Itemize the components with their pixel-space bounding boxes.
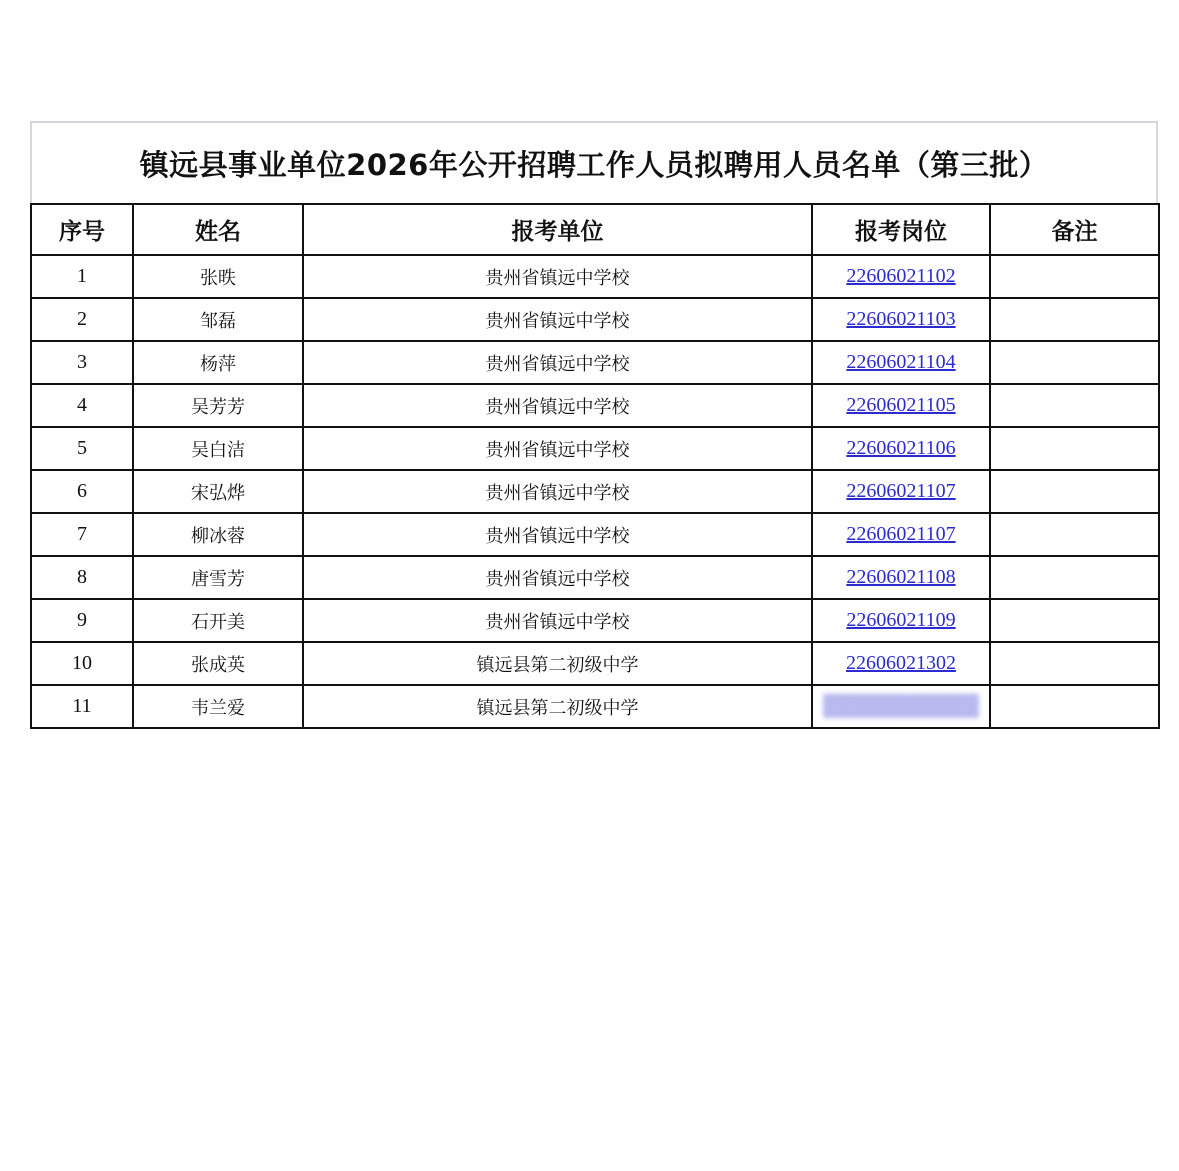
cell-unit: 贵州省镇远中学校 bbox=[303, 384, 812, 427]
cell-index: 8 bbox=[31, 556, 133, 599]
table-row bbox=[31, 685, 1159, 728]
cell-unit: 贵州省镇远中学校 bbox=[303, 427, 812, 470]
title-box bbox=[30, 121, 1158, 203]
post-link[interactable]: 22606021105 bbox=[846, 394, 956, 416]
post-link[interactable]: 22606021109 bbox=[846, 609, 956, 631]
post-link[interactable]: 22606021103 bbox=[846, 308, 956, 330]
cell-unit: 镇远县第二初级中学 bbox=[303, 685, 812, 728]
cell-index: 4 bbox=[31, 384, 133, 427]
personnel-table bbox=[30, 203, 1160, 729]
post-link[interactable]: 22606021107 bbox=[846, 480, 956, 502]
table-row bbox=[31, 599, 1159, 642]
cell-post bbox=[812, 556, 990, 599]
cell-unit: 贵州省镇远中学校 bbox=[303, 298, 812, 341]
cell-post bbox=[812, 255, 990, 298]
document bbox=[30, 121, 1158, 729]
cell-name: 韦兰爱 bbox=[133, 685, 303, 728]
cell-name: 吴芳芳 bbox=[133, 384, 303, 427]
cell-unit: 贵州省镇远中学校 bbox=[303, 599, 812, 642]
cell-index: 3 bbox=[31, 341, 133, 384]
header-row bbox=[31, 204, 1159, 255]
cell-index: 6 bbox=[31, 470, 133, 513]
cell-unit: 贵州省镇远中学校 bbox=[303, 556, 812, 599]
post-link[interactable]: 22606021106 bbox=[846, 437, 956, 459]
cell-remark bbox=[990, 642, 1159, 685]
post-link-redacted[interactable]: ███████████ bbox=[823, 695, 979, 717]
post-link[interactable]: 22606021102 bbox=[846, 265, 956, 287]
cell-remark bbox=[990, 341, 1159, 384]
cell-unit: 贵州省镇远中学校 bbox=[303, 470, 812, 513]
cell-name: 杨萍 bbox=[133, 341, 303, 384]
cell-post bbox=[812, 470, 990, 513]
header-post: 报考岗位 bbox=[812, 204, 990, 255]
cell-index: 7 bbox=[31, 513, 133, 556]
cell-remark bbox=[990, 513, 1159, 556]
cell-unit: 贵州省镇远中学校 bbox=[303, 255, 812, 298]
cell-index: 9 bbox=[31, 599, 133, 642]
cell-name: 石开美 bbox=[133, 599, 303, 642]
header-index: 序号 bbox=[31, 204, 133, 255]
table-row bbox=[31, 298, 1159, 341]
cell-unit: 镇远县第二初级中学 bbox=[303, 642, 812, 685]
cell-post bbox=[812, 642, 990, 685]
cell-name: 吴白洁 bbox=[133, 427, 303, 470]
cell-name: 邹磊 bbox=[133, 298, 303, 341]
header-unit: 报考单位 bbox=[303, 204, 812, 255]
post-link[interactable]: 22606021107 bbox=[846, 523, 956, 545]
cell-name: 张成英 bbox=[133, 642, 303, 685]
post-link[interactable]: 22606021104 bbox=[846, 351, 956, 373]
cell-remark bbox=[990, 427, 1159, 470]
cell-post bbox=[812, 427, 990, 470]
cell-index: 5 bbox=[31, 427, 133, 470]
cell-post bbox=[812, 685, 990, 728]
table-row bbox=[31, 384, 1159, 427]
post-link[interactable]: 22606021108 bbox=[846, 566, 956, 588]
header-name: 姓名 bbox=[133, 204, 303, 255]
cell-name: 唐雪芳 bbox=[133, 556, 303, 599]
table-row bbox=[31, 427, 1159, 470]
cell-index: 10 bbox=[31, 642, 133, 685]
cell-remark bbox=[990, 384, 1159, 427]
cell-post bbox=[812, 298, 990, 341]
cell-index: 2 bbox=[31, 298, 133, 341]
cell-name: 柳冰蓉 bbox=[133, 513, 303, 556]
cell-remark bbox=[990, 298, 1159, 341]
cell-remark bbox=[990, 685, 1159, 728]
cell-index: 1 bbox=[31, 255, 133, 298]
table-row bbox=[31, 513, 1159, 556]
cell-index: 11 bbox=[31, 685, 133, 728]
cell-remark bbox=[990, 255, 1159, 298]
cell-unit: 贵州省镇远中学校 bbox=[303, 341, 812, 384]
table-row bbox=[31, 341, 1159, 384]
table-row bbox=[31, 255, 1159, 298]
cell-unit: 贵州省镇远中学校 bbox=[303, 513, 812, 556]
post-link[interactable]: 22606021302 bbox=[846, 652, 956, 674]
document-title: 镇远县事业单位2026年公开招聘工作人员拟聘用人员名单（第三批） bbox=[139, 147, 1049, 182]
table-row bbox=[31, 556, 1159, 599]
cell-remark bbox=[990, 556, 1159, 599]
cell-post bbox=[812, 599, 990, 642]
cell-post bbox=[812, 384, 990, 427]
header-remark: 备注 bbox=[990, 204, 1159, 255]
cell-name: 张昳 bbox=[133, 255, 303, 298]
cell-post bbox=[812, 341, 990, 384]
table-row bbox=[31, 642, 1159, 685]
cell-remark bbox=[990, 470, 1159, 513]
cell-remark bbox=[990, 599, 1159, 642]
cell-post bbox=[812, 513, 990, 556]
table-row bbox=[31, 470, 1159, 513]
cell-name: 宋弘烨 bbox=[133, 470, 303, 513]
